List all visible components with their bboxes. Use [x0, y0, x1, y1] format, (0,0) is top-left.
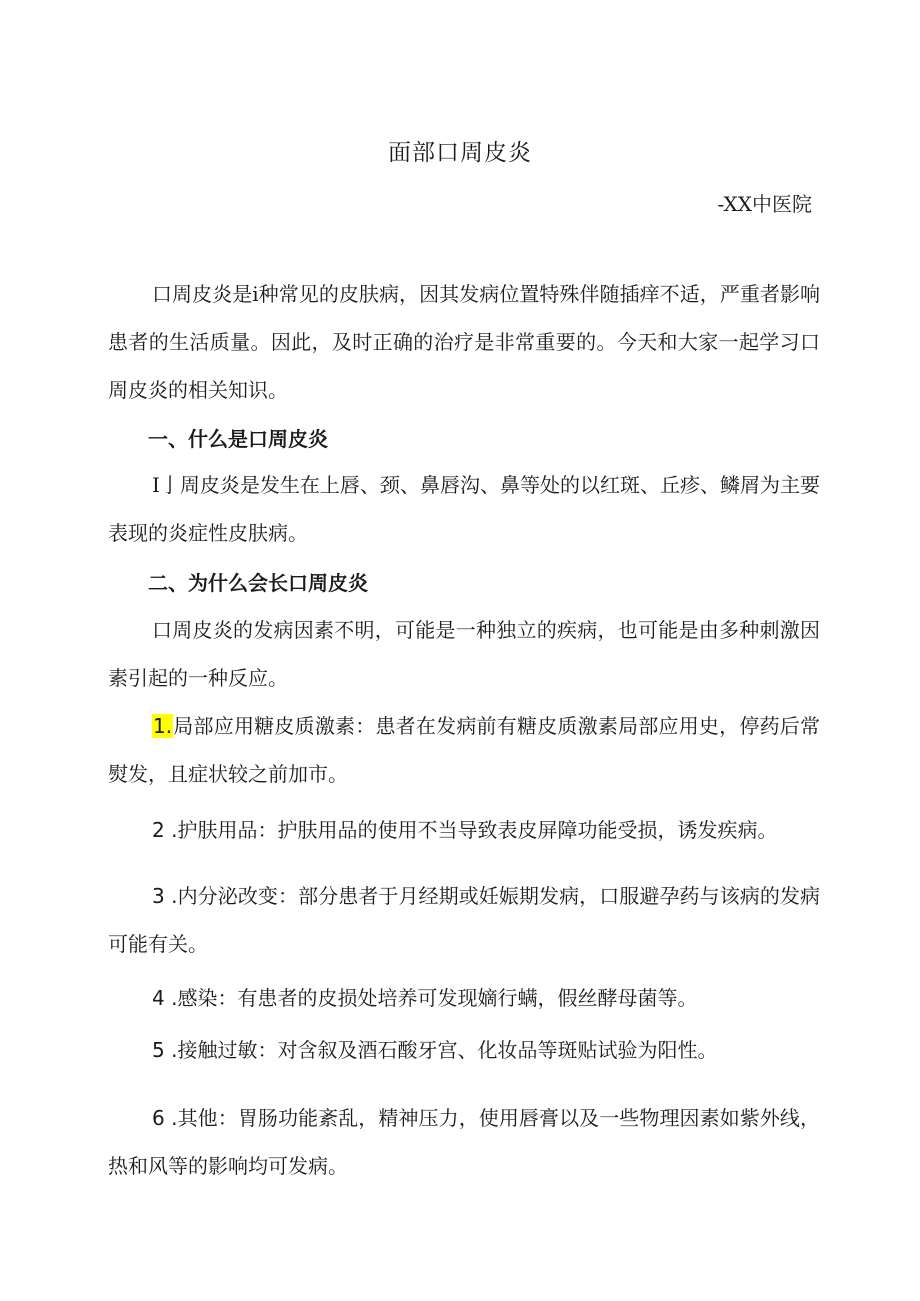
section2-body: 口周皮炎的发病因素不明，可能是一种独立的疾病，也可能是由多种刺激因素引起的一种反应。 [108, 618, 820, 690]
item-text: 局部应用糖皮质激素：患者在发病前有糖皮质激素局部应用史，停药后常熨发，且症状较之前加市。 [108, 714, 820, 786]
list-item-4 [108, 974, 820, 1022]
item-number: 3 . [152, 884, 178, 908]
item-text: 护肤用品：护肤用品的使用不当导致表皮屏障功能受损，诱发疾病。 [177, 818, 778, 842]
item-text: 接触过敏：对含叙及酒石酸牙宫、化妆品等斑贴试验为阳性。 [177, 1038, 718, 1062]
item-number: 6 . [152, 1106, 178, 1130]
document-title: 面部口周皮炎 [388, 140, 532, 166]
item-text: 其他：胃肠功能紊乱，精神压力，使用唇膏以及一些物理因素如紫外线，热和风等的影响均可发病。 [108, 1106, 821, 1178]
section1-body: I亅周皮炎是发生在上唇、颈、鼻唇沟、鼻等处的以红斑、丘疹、鳞屑为主要表现的炎症性皮肤病。 [108, 473, 820, 545]
list-item-1 [108, 702, 820, 798]
list-item-6 [108, 1094, 820, 1190]
item-number: 5 . [152, 1038, 178, 1062]
section2-heading: 二、为什么会长口周皮炎 [148, 571, 368, 595]
item-text: 内分泌改变：部分患者于月经期或妊娠期发病，口服避孕药与该病的发病可能有关。 [108, 884, 821, 956]
section1-heading: 一、什么是口周皮炎 [148, 427, 328, 451]
item-text: 感染：有患者的皮损处培养可发现嫡行螨，假丝酵母菌等。 [177, 986, 698, 1010]
item-number: 4 . [152, 986, 178, 1010]
list-item-2 [108, 806, 820, 854]
list-item-5 [108, 1026, 820, 1074]
document-author: -XX中医院 [717, 192, 812, 216]
list-item-3 [108, 872, 820, 968]
intro-paragraph: 口周皮炎是i种常见的皮肤病，因其发病位置特殊伴随插痒不适，严重者影响患者的生活质量。因此，及时正确的治疗是非常重要的。今天和大家一起学习口周皮炎的相关知识。 [108, 282, 820, 402]
item-number-highlight: 1. [153, 714, 173, 738]
item-number: 2 . [152, 818, 178, 842]
